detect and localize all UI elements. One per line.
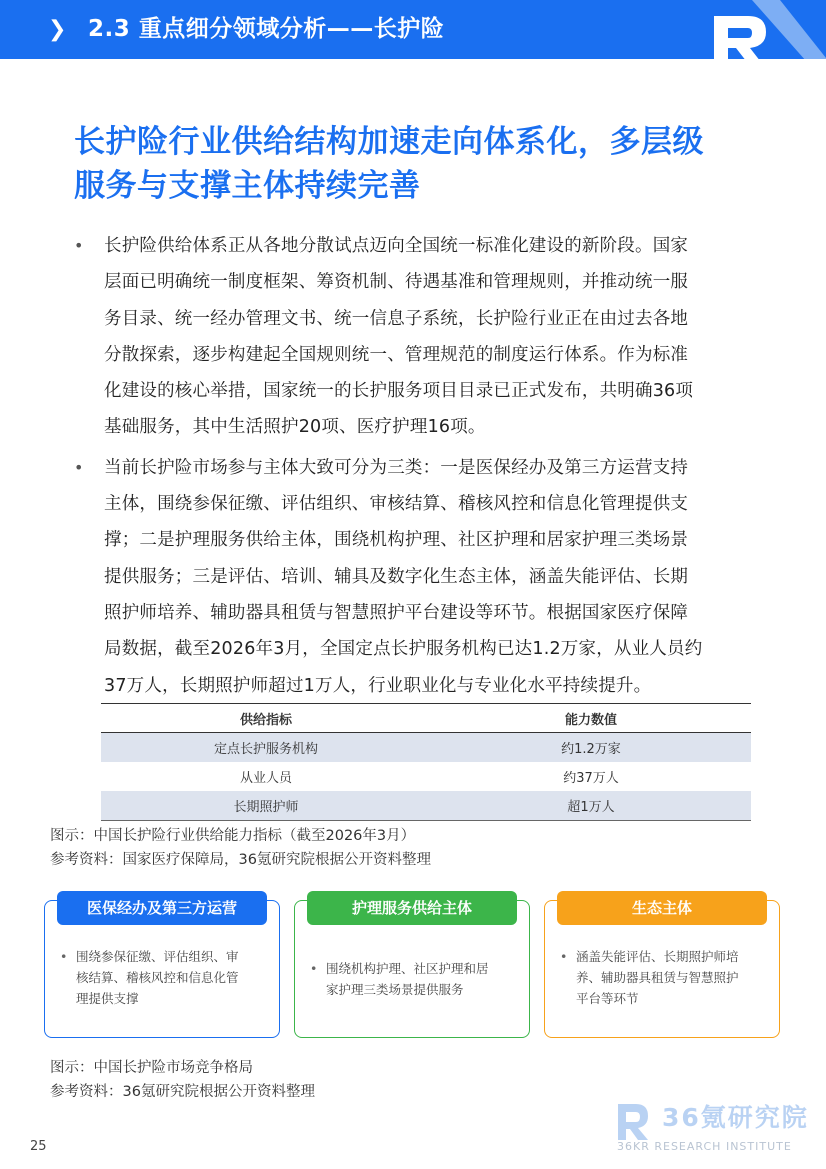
- card-line-text: 养、辅助器具租赁与智慧照护: [576, 970, 739, 985]
- card-line-text: 围绕参保征缴、评估组织、审: [76, 949, 239, 964]
- card-line: [558, 946, 770, 967]
- bullet-dot-icon: •: [60, 949, 68, 964]
- bullet-dot-icon: •: [74, 457, 84, 477]
- source-caption: 参考资料：36氪研究院根据公开资料整理: [50, 1084, 315, 1100]
- bullet-item: [70, 450, 760, 704]
- page-number: 25: [30, 1139, 47, 1154]
- table-row: [101, 762, 751, 791]
- card-line-text: 围绕机构护理、社区护理和居: [326, 961, 489, 976]
- figure-caption: 图示：中国长护险行业供给能力指标（截至2026年3月）: [50, 828, 416, 844]
- bullet-text-line: 基础服务，其中生活照护20项、医疗护理16项。: [104, 417, 486, 438]
- card-care-service-provider: [294, 900, 530, 1038]
- bullet-text-line: 务目录、统一经办管理文书、统一信息子系统，长护险行业正在由过去各地: [104, 308, 689, 329]
- footer-brand-cn: 36氪研究院: [662, 1103, 809, 1132]
- card-medical-insurance-operator: [44, 900, 280, 1038]
- card-body: [58, 946, 270, 1009]
- card-line-text: 平台等环节: [576, 991, 639, 1006]
- card-title: 医保经办及第三方运营: [57, 891, 267, 925]
- bullet-text-line: 撑；二是护理服务供给主体，围绕机构护理、社区护理和居家护理三类场景: [104, 530, 689, 551]
- bullet-text-line: 层面已明确统一制度框架、筹资机制、待遇基准和管理规则，并推动统一服: [104, 272, 689, 293]
- bullet-text-line: 长护险供给体系正从各地分散试点迈向全国统一标准化建设的新阶段。国家: [104, 236, 689, 256]
- card-title: 护理服务供给主体: [307, 891, 517, 925]
- bullet-text-line: 分散探索，逐步构建起全国规则统一、管理规范的制度运行体系。作为标准: [104, 344, 689, 365]
- bullet-dot-icon: •: [310, 961, 318, 976]
- bullet-list: [70, 228, 760, 708]
- table-cell: 从业人员: [239, 771, 292, 786]
- card-line: [58, 967, 270, 988]
- page-title-line-2: 服务与支撑主体持续完善: [74, 168, 421, 204]
- source-caption: 参考资料：国家医疗保障局，36氪研究院根据公开资料整理: [50, 852, 431, 868]
- card-body: [308, 958, 520, 1000]
- card-line-text: 核结算、稽核风控和信息化管: [76, 970, 239, 985]
- card-ecosystem-entity: [544, 900, 780, 1038]
- table-cell: 约37万人: [563, 771, 619, 786]
- page-title-line-1: 长护险行业供给结构加速走向体系化，多层级: [74, 124, 704, 160]
- card-line: [58, 988, 270, 1009]
- card-title: 生态主体: [557, 891, 767, 925]
- card-line: [558, 988, 770, 1009]
- bullet-text-line: 局数据，截至2026年3月，全国定点长护服务机构已达1.2万家，从业人员约: [104, 639, 703, 660]
- bullet-text-line: 照护师培养、辅助器具租赁与智慧照护平台建设等环节。根据国家医疗保障: [104, 602, 689, 623]
- bullet-dot-icon: •: [74, 236, 84, 255]
- card-body: [558, 946, 770, 1009]
- table-cell: 超1万人: [431, 791, 751, 821]
- card-line: [558, 967, 770, 988]
- bullet-text-line: 主体，围绕参保征缴、评估组织、审核结算、稽核风控和信息化管理提供支: [104, 494, 689, 515]
- page-title: [74, 120, 774, 208]
- brand-logo-icon: [700, 0, 826, 59]
- bullet-text-line: 当前长护险市场参与主体大致可分为三类：一是医保经办及第三方运营支持: [104, 457, 689, 478]
- section-title: 2.3 重点细分领域分析——长护险: [88, 16, 445, 42]
- bullet-text-line: 化建设的核心举措，国家统一的长护服务项目目录已正式发布，共明确36项: [104, 381, 694, 402]
- supply-capacity-table: [101, 703, 751, 821]
- table-cell: 长期照护师: [101, 791, 431, 821]
- figure-caption: 图示：中国长护险市场竞争格局: [50, 1060, 253, 1076]
- table-header-cell: 能力数值: [431, 704, 751, 733]
- section-header-bar: [0, 0, 826, 59]
- bullet-dot-icon: •: [560, 949, 568, 964]
- card-line-text: 涵盖失能评估、长期照护师培: [576, 949, 739, 964]
- table-cell: 定点长护服务机构: [101, 733, 431, 763]
- card-line: [308, 958, 520, 979]
- footer-brand-en: 36KR RESEARCH INSTITUTE: [617, 1140, 792, 1153]
- card-line: [308, 979, 520, 1000]
- card-line: [58, 946, 270, 967]
- bullet-text-line: 提供服务；三是评估、培训、辅具及数字化生态主体，涵盖失能评估、长期: [104, 566, 689, 587]
- table-header-cell: 供给指标: [101, 704, 431, 733]
- table-row: [101, 733, 751, 763]
- card-line-text: 理提供支撑: [76, 991, 139, 1006]
- bullet-text-line: 37万人，长期照护师超过1万人，行业职业化与专业化水平持续提升。: [104, 675, 652, 696]
- bullet-item: [70, 228, 760, 446]
- table-row: [101, 791, 751, 821]
- card-line-text: 家护理三类场景提供服务: [326, 982, 464, 997]
- table-cell: 约1.2万家: [431, 733, 751, 763]
- table-header-row: [101, 704, 751, 733]
- chevron-right-icon: ❯: [48, 17, 67, 42]
